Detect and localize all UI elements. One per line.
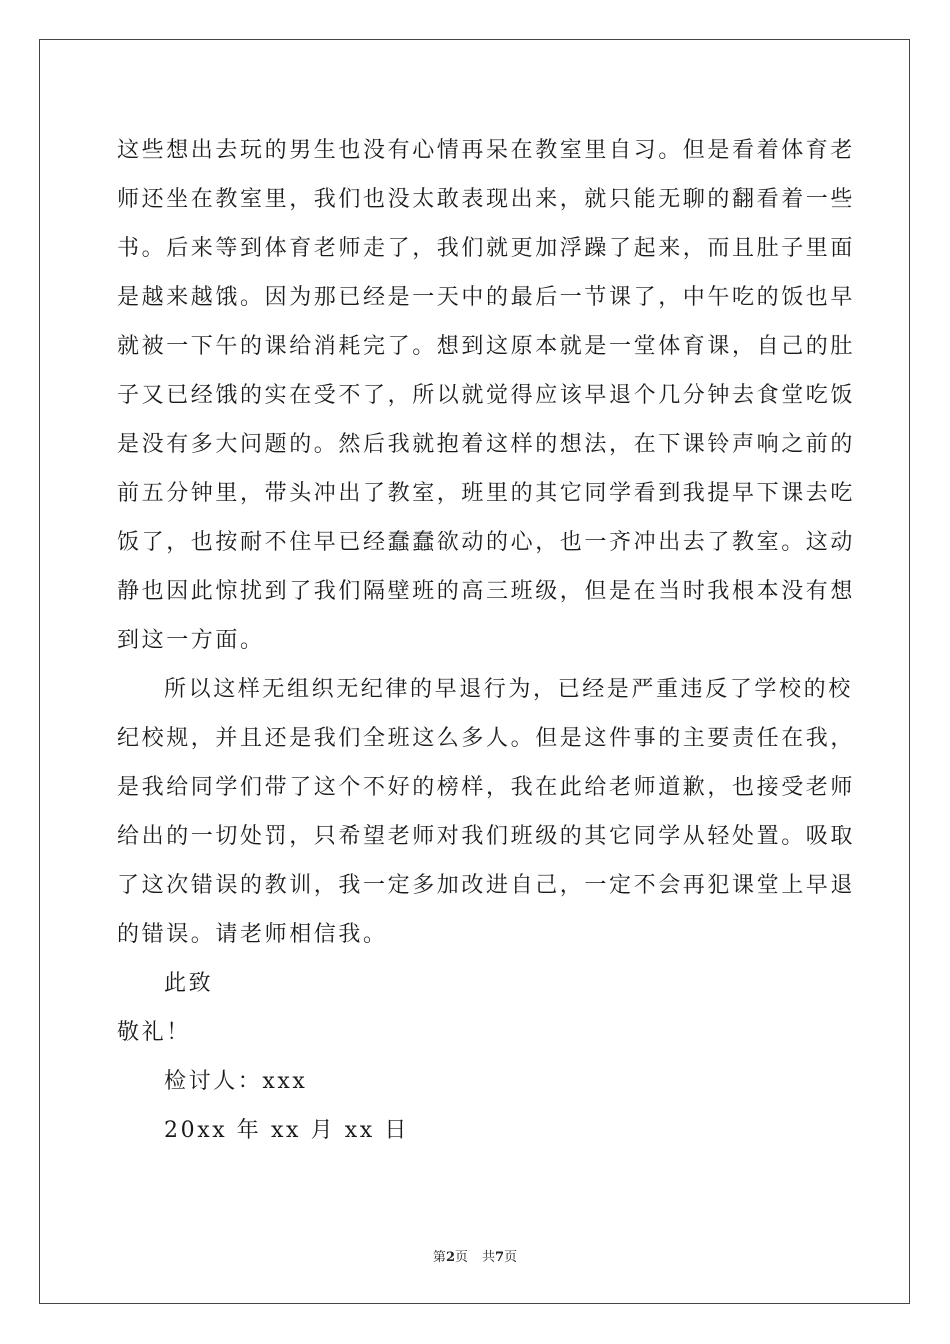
text-line: 书。后来等到体育老师走了，我们就更加浮躁了起来，而且肚子里面 — [117, 236, 856, 261]
signer: 检讨人：xxx — [164, 1069, 308, 1094]
text-line: 饭了，也按耐不住早已经蠢蠢欲动的心，也一齐冲出去了教室。这动 — [117, 530, 856, 555]
text-line: 子又已经饿的实在受不了，所以就觉得应该早退个几分钟去食堂吃饭 — [117, 383, 856, 408]
page-current: 2 — [445, 1250, 455, 1265]
text-line: 了这次错误的教训，我一定多加改进自己，一定不会再犯课堂上早退 — [117, 873, 856, 898]
total-prefix: 共 — [482, 1250, 496, 1265]
text-line: 师还坐在教室里，我们也没太敢表现出来，就只能无聊的翻看着一些 — [117, 187, 856, 212]
page-footer — [0, 1246, 950, 1265]
text-line: 给出的一切处罚，只希望老师对我们班级的其它同学从轻处置。吸取 — [117, 824, 856, 849]
text-line: 的错误。请老师相信我。 — [117, 922, 388, 947]
total-suffix: 页 — [504, 1250, 518, 1265]
salutation: 此致 — [164, 971, 214, 996]
date: 20xx 年 xx 月 xx 日 — [164, 1118, 410, 1143]
text-line: 所以这样无组织无纪律的早退行为，已经是严重违反了学校的校 — [164, 677, 853, 702]
page-total: 7 — [495, 1250, 505, 1265]
text-line: 就被一下午的课给消耗完了。想到这原本就是一堂体育课，自己的肚 — [117, 334, 856, 359]
text-line: 静也因此惊扰到了我们隔壁班的高三班级，但是在当时我根本没有想 — [117, 579, 856, 604]
paragraph-2 — [117, 665, 856, 959]
text-line: 到这一方面。 — [117, 628, 265, 653]
document-body — [117, 126, 856, 1155]
text-line: 这些想出去玩的男生也没有心情再呆在教室里自习。但是看着体育老 — [117, 138, 856, 163]
text-line: 是越来越饿。因为那已经是一天中的最后一节课了，中午吃的饭也早 — [117, 285, 856, 310]
page-suffix: 页 — [454, 1250, 468, 1265]
page-prefix: 第 — [432, 1250, 446, 1265]
text-line: 前五分钟里，带头冲出了教室，班里的其它同学看到我提早下课去吃 — [117, 481, 856, 506]
paragraph-1 — [117, 126, 856, 665]
text-line: 是我给同学们带了这个不好的榜样，我在此给老师道歉，也接受老师 — [117, 775, 856, 800]
text-line: 是没有多大问题的。然后我就抱着这样的想法，在下课铃声响之前的 — [117, 432, 856, 457]
text-line: 纪校规，并且还是我们全班这么多人。但是这件事的主要责任在我， — [117, 726, 856, 751]
regards: 敬礼！ — [117, 1020, 191, 1045]
